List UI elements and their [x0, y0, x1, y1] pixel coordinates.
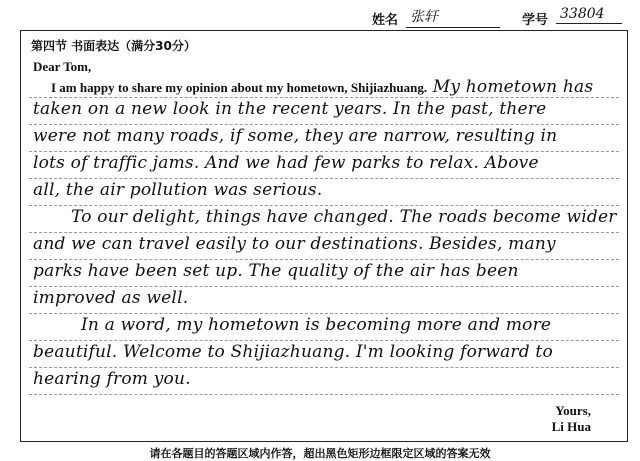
rule-line	[29, 124, 619, 125]
salutation: Dear Tom,	[33, 59, 92, 74]
name-value: 张轩	[406, 6, 500, 28]
rule-line	[29, 367, 619, 368]
header	[0, 6, 640, 28]
rule-line	[29, 205, 619, 206]
rule-line	[29, 232, 619, 233]
essay-line-2: taken on a new look in the recent years. In the past, there	[33, 99, 547, 119]
rule-line	[29, 394, 619, 395]
essay-line-7: and we can travel easily to our destinations. Besides, many	[33, 234, 556, 254]
answer-frame	[20, 30, 628, 442]
rule-line	[29, 259, 619, 260]
signature: Li Hua	[551, 419, 591, 434]
essay-line-10: In a word, my hometown is becoming more and more	[81, 315, 552, 335]
essay-line-6: To our delight, things have changed. The roads become wider	[71, 207, 617, 227]
rule-line	[29, 340, 619, 341]
essay-line-3: were not many roads, if some, they are narrow, resulting in	[33, 126, 558, 146]
student-id-value: 33804	[556, 6, 622, 24]
essay-line-9: improved as well.	[33, 288, 189, 308]
essay-line-5: all, the air pollution was serious.	[33, 180, 323, 200]
rule-line	[29, 178, 619, 179]
section-title: 第四节 书面表达（满分30分）	[31, 39, 196, 53]
essay-line-1	[51, 77, 593, 97]
rule-line	[29, 97, 619, 98]
printed-intro: I am happy to share my opinion about my hometown, Shijiazhuang.	[51, 80, 428, 95]
rule-line	[29, 151, 619, 152]
essay-line-12: hearing from you.	[33, 369, 191, 389]
name-label: 姓名	[372, 13, 399, 28]
rule-line	[29, 286, 619, 287]
student-id-label: 学号	[522, 13, 549, 28]
closing-yours: Yours,	[555, 403, 591, 418]
essay-line-4: lots of traffic jams. And we had few parks to relax. Above	[33, 153, 539, 173]
rule-line	[29, 313, 619, 314]
essay-line-8: parks have been set up. The quality of the air has been	[33, 261, 519, 281]
essay-line-1-handwriting: My hometown has	[432, 77, 594, 97]
essay-line-11: beautiful. Welcome to Shijiazhuang. I'm looking forward to	[33, 342, 553, 362]
footer-note: 请在各题目的答题区域内作答，超出黑色矩形边框限定区域的答案无效	[149, 447, 491, 460]
